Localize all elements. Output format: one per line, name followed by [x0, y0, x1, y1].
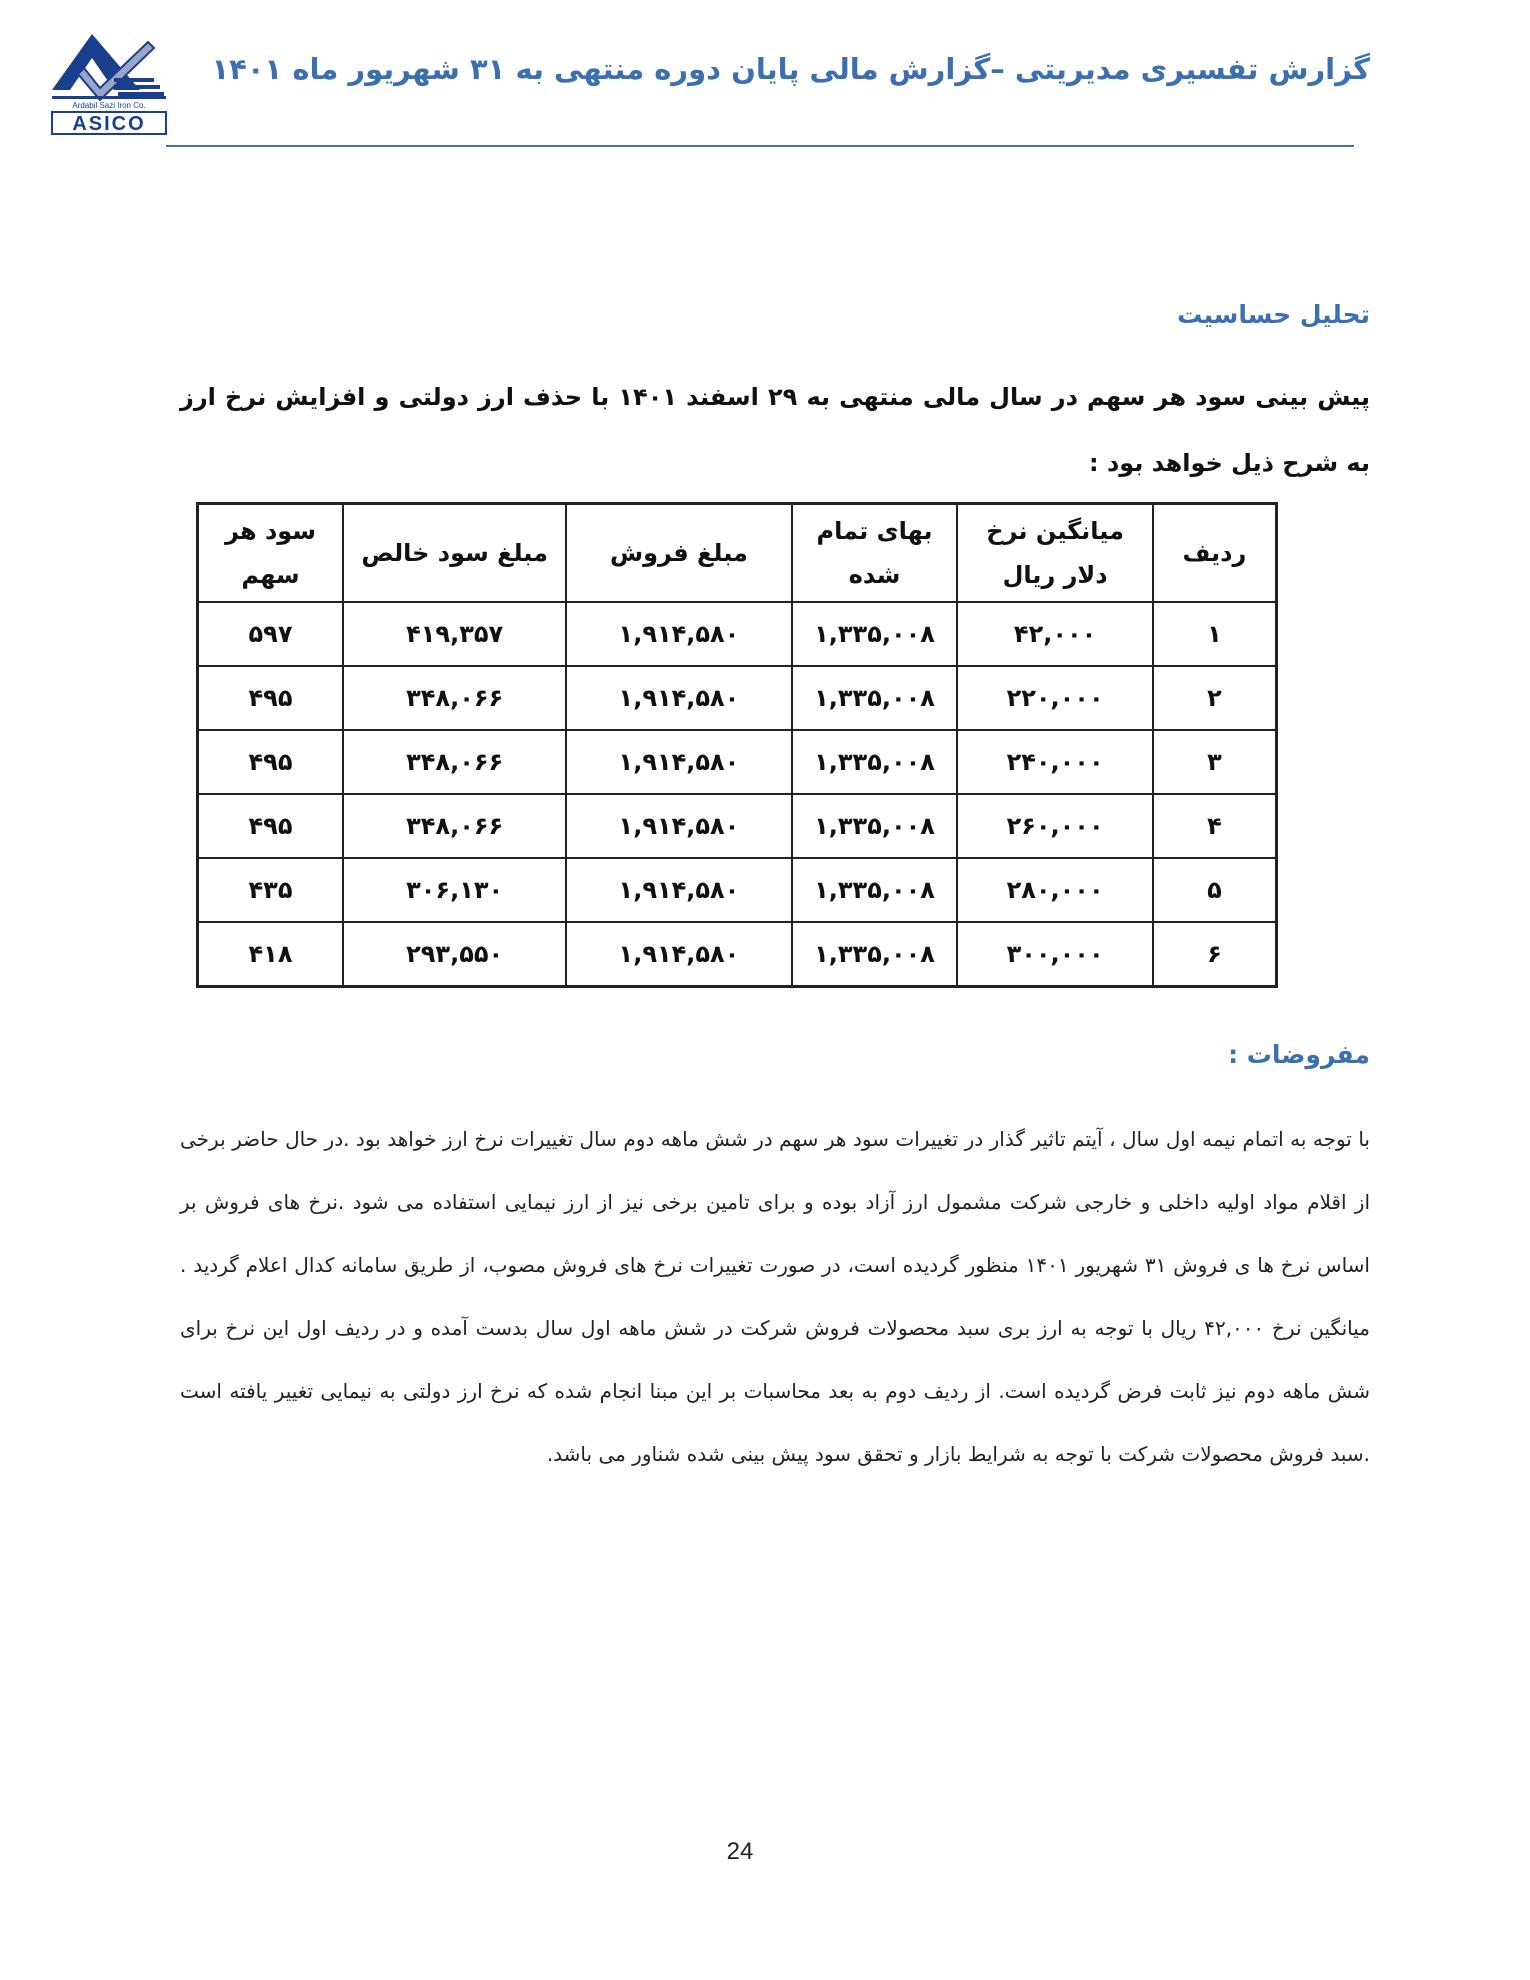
cell-cost: ۱,۳۳۵,۰۰۸ [792, 922, 958, 987]
cell-dollar-rate: ۲۴۰,۰۰۰ [957, 730, 1152, 794]
cell-dollar-rate: ۲۸۰,۰۰۰ [957, 858, 1152, 922]
cell-cost: ۱,۳۳۵,۰۰۸ [792, 666, 958, 730]
cell-row-number: ۱ [1153, 602, 1277, 666]
table-row [198, 602, 1277, 666]
cell-cost: ۱,۳۳۵,۰۰۸ [792, 730, 958, 794]
sensitivity-table [196, 502, 1278, 988]
cell-row-number: ۴ [1153, 794, 1277, 858]
cell-sales-amount: ۱,۹۱۴,۵۸۰ [566, 666, 791, 730]
cell-sales-amount: ۱,۹۱۴,۵۸۰ [566, 922, 791, 987]
page-number: 24 [726, 1838, 754, 1865]
cell-row-number: ۳ [1153, 730, 1277, 794]
cell-dollar-rate: ۴۲,۰۰۰ [957, 602, 1152, 666]
cell-cost: ۱,۳۳۵,۰۰۸ [792, 602, 958, 666]
sensitivity-heading: تحلیل حساسیت [1177, 300, 1370, 329]
cell-sales-amount: ۱,۹۱۴,۵۸۰ [566, 858, 791, 922]
cell-net-profit: ۳۴۸,۰۶۶ [343, 730, 566, 794]
cell-row-number: ۲ [1153, 666, 1277, 730]
cell-cost: ۱,۳۳۵,۰۰۸ [792, 858, 958, 922]
cell-eps: ۴۹۵ [198, 794, 344, 858]
table-header-row [198, 504, 1277, 603]
sensitivity-intro: پیش بینی سود هر سهم در سال مالی منتهی به ۲۹ اسفند ۱۴۰۱ با حذف ارز دولتی و افزایش نرخ ارز به شرح ذیل خواهد بود : [180, 383, 1370, 477]
cell-sales-amount: ۱,۹۱۴,۵۸۰ [566, 794, 791, 858]
cell-sales-amount: ۱,۹۱۴,۵۸۰ [566, 730, 791, 794]
cell-eps: ۴۳۵ [198, 858, 344, 922]
header-net-profit: مبلغ سود خالص [343, 504, 566, 603]
cell-eps: ۵۹۷ [198, 602, 344, 666]
cell-dollar-rate: ۳۰۰,۰۰۰ [957, 922, 1152, 987]
cell-eps: ۴۹۵ [198, 666, 344, 730]
header-sales-amount: مبلغ فروش [566, 504, 791, 603]
table-row [198, 730, 1277, 794]
cell-row-number: ۵ [1153, 858, 1277, 922]
table-row [198, 666, 1277, 730]
header-cost: بهای تمام شده [792, 504, 958, 603]
table-row [198, 794, 1277, 858]
cell-eps: ۴۹۵ [198, 730, 344, 794]
cell-cost: ۱,۳۳۵,۰۰۸ [792, 794, 958, 858]
assumptions-text: با توجه به اتمام نیمه اول سال ، آیتم تاثیر گذار در تغییرات سود هر سهم در شش ماهه دوم سال تغییرات نرخ ارز خواهد بود .در حال حاضر برخی از اقلام مواد اولیه داخلی و خارجی شرکت مشمول ارز آزاد بوده و برای تامین برخی نیز از ارز نیمایی استفاده می شود .نرخ های فروش بر اساس نرخ ها ی فروش ۳۱ شهریور ۱۴۰۱ منظور گردیده است، در صورت تغییرات نرخ های فروش مصوب، از طریق سامانه کدال اعلام گردید . میانگین نرخ ۴۲,۰۰۰ ریال با توجه به ارز بری سبد محصولات فروش شرکت در شش ماهه اول سال بدست آمده و در ردیف اول این نرخ برای شش ماهه دوم نیز ثابت فرض گردیده است. از ردیف دوم به بعد محاسبات بر این مبنا انجام شده که نرخ ارز دولتی به نیمایی تغییر یافته است .سبد فروش محصولات شرکت با توجه به شرایط بازار و تحقق سود پیش بینی شده شناور می باشد. [180, 1127, 1370, 1466]
table-row [198, 922, 1277, 987]
cell-net-profit: ۳۰۶,۱۳۰ [343, 858, 566, 922]
cell-sales-amount: ۱,۹۱۴,۵۸۰ [566, 602, 791, 666]
cell-row-number: ۶ [1153, 922, 1277, 987]
cell-dollar-rate: ۲۶۰,۰۰۰ [957, 794, 1152, 858]
header-row-number: ردیف [1153, 504, 1277, 603]
cell-net-profit: ۳۴۸,۰۶۶ [343, 666, 566, 730]
cell-net-profit: ۳۴۸,۰۶۶ [343, 794, 566, 858]
assumptions-heading: مفروضات : [1228, 1040, 1370, 1069]
company-logo [44, 28, 174, 138]
header-eps: سود هر سهم [198, 504, 344, 603]
cell-dollar-rate: ۲۲۰,۰۰۰ [957, 666, 1152, 730]
cell-net-profit: ۴۱۹,۳۵۷ [343, 602, 566, 666]
logo-subtext: Ardabil Sazi Iron Co. [72, 101, 146, 110]
header-dollar-rate: میانگین نرخ دلار ریال [957, 504, 1152, 603]
report-title: گزارش تفسیری مدیریتی –گزارش مالی پایان دوره منتهی به ۳۱ شهریور ماه ۱۴۰۱ [211, 52, 1370, 86]
logo-text: ASICO [72, 113, 146, 135]
cell-eps: ۴۱۸ [198, 922, 344, 987]
header-divider [166, 145, 1354, 147]
table-row [198, 858, 1277, 922]
cell-net-profit: ۲۹۳,۵۵۰ [343, 922, 566, 987]
